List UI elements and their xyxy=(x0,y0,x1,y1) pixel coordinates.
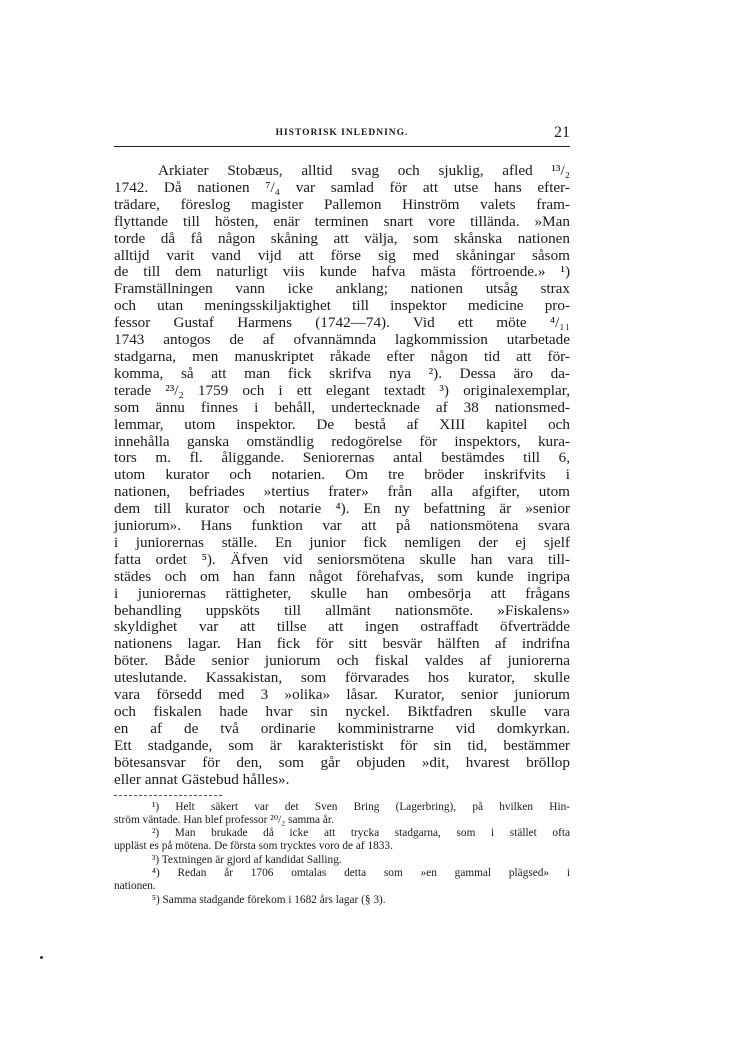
header-title: HISTORISK INLEDNING. xyxy=(275,128,409,138)
text-line: 1743 antogos de af ofvannämnda lagkommission utarbetade xyxy=(114,331,570,349)
text-line: trädare, föreslog magister Pallemon Hinström valets fram- xyxy=(114,195,570,213)
text-line: 1742. Då nationen ⁷/₄ var samlad för att utse hans efter- xyxy=(114,178,570,196)
text-line: städes och om han fann något förehafvas, som kunde ingripa xyxy=(114,567,570,585)
text-line: innehålla ganska omständlig redogörelse för inspektors, kura- xyxy=(114,432,570,450)
paper-speck xyxy=(40,956,43,959)
text-line: dem till kurator och notarie ⁴). En ny befattning är »senior xyxy=(114,500,570,518)
book-page xyxy=(114,124,570,907)
body-paragraph xyxy=(114,163,570,789)
text-line: i juniorernas rättigheter, skulle han ombesörja att frågans xyxy=(114,584,570,602)
text-line: de till dem naturligt viis kunde hafva mästa förtroende.» ¹) xyxy=(114,263,570,281)
text-line: en af de två ordinarie komministrarne vid domkyrkan. xyxy=(114,719,570,737)
text-line: nationens lagar. Han fick för sitt besvär hälften af indrifna xyxy=(114,635,570,653)
text-line: juniorum». Hans funktion var att på nationsmötena svara xyxy=(114,517,570,535)
footnote-line: nationen. xyxy=(114,880,156,893)
text-line: tors m. fl. åliggande. Seniorernas antal bestämdes till 6, xyxy=(114,449,570,467)
text-line: flyttande till hösten, enär terminen snart vore tilländа. »Man xyxy=(114,212,570,230)
text-line: komma, så att man fick skrifva nya ²). Dessa äro da- xyxy=(114,364,570,382)
text-line: Framställningen vann icke anklang; nationen utsåg strax xyxy=(114,280,570,298)
footnote-line: ²) Man brukade då icke att trycka stadgarna, som i stället ofta xyxy=(152,827,570,840)
text-line: bötesansvar för den, som går objuden »dit, hvarest bröllop xyxy=(114,753,570,771)
text-line: nationen, befriades »tertius frater» från alla afgifter, utom xyxy=(114,483,570,501)
text-line: skyldighet var att tillse att ingen ostraffadt öfverträdde xyxy=(114,618,570,636)
text-line: fatta ordet ⁵). Äfven vid seniorsmötena skulle han vara till- xyxy=(114,550,570,568)
footnote-separator xyxy=(114,795,222,797)
text-line: torde då få någon skåning att välja, som skånska nationen xyxy=(114,229,570,247)
text-line: utom kurator och notarien. Om tre bröder inskrifvits i xyxy=(114,466,570,484)
footnote-line: uppläst es på mötena. De första som trycktes voro de af 1833. xyxy=(114,840,393,853)
text-line: Ett stadgande, som är karakteristiskt för sin tid, bestämmer xyxy=(114,736,570,754)
text-line: i juniorernas ställe. En junior fick nemligen der ej sjelf xyxy=(114,533,570,551)
text-line: fessor Gustaf Harmens (1742—74). Vid ett möte ⁴/₁₁ xyxy=(114,314,570,332)
text-line: terade ²³/₂ 1759 och i ett elegant textadt ³) originalexemplar, xyxy=(114,381,570,399)
text-line: som ännu finnes i behåll, undertecknade af 38 nationsmed- xyxy=(114,398,570,416)
text-line: alltijd varit vand vijd att förse sig med skåningar såsom xyxy=(114,246,570,264)
footnote-line: ström väntade. Han blef professor ²⁰/₂ samma år. xyxy=(114,813,334,826)
page-number: 21 xyxy=(554,124,570,141)
text-line: stadgarna, men manuskriptet råkade efter någon tid att för- xyxy=(114,347,570,365)
footnote-line: ³) Textningen är gjord af kandidat Salling. xyxy=(152,853,342,866)
text-line: Arkiater Stobæus, alltid svag och sjuklig, afled ¹³/₂ xyxy=(158,162,570,179)
text-line: lemmar, utom inspektor. De bestå af XIII kapitel och xyxy=(114,415,570,433)
footnote-line: ⁵) Samma stadgande förekom i 1682 års lagar (§ 3). xyxy=(152,893,386,906)
text-line: böter. Både senior juniorum och fiskal valdes af juniorerna xyxy=(114,652,570,670)
text-line: behandling uppsköts till allmänt nationsmöte. »Fiskalens» xyxy=(114,601,570,619)
text-line: uteslutande. Kassakistan, som förvarades hos kurator, skulle xyxy=(114,669,570,687)
text-line: eller annat Gästebud hålles». xyxy=(114,770,290,788)
footnotes xyxy=(114,801,570,907)
text-line: och fiskalen hade hvar sin nyckel. Biktfadren skulle vara xyxy=(114,703,570,720)
running-header xyxy=(114,124,570,147)
text-line: vara försedd med 3 »olika» låsar. Kurator, senior juniorum xyxy=(114,686,570,704)
footnote-line: ⁴) Redan år 1706 omtalas detta som »en gammal plägsed» i xyxy=(152,867,570,880)
text-line: och utan meningsskiljaktighet till inspektor medicine pro- xyxy=(114,297,570,315)
footnote-line: ¹) Helt säkert var det Sven Bring (Lagerbring), på hvilken Hin- xyxy=(152,800,570,813)
